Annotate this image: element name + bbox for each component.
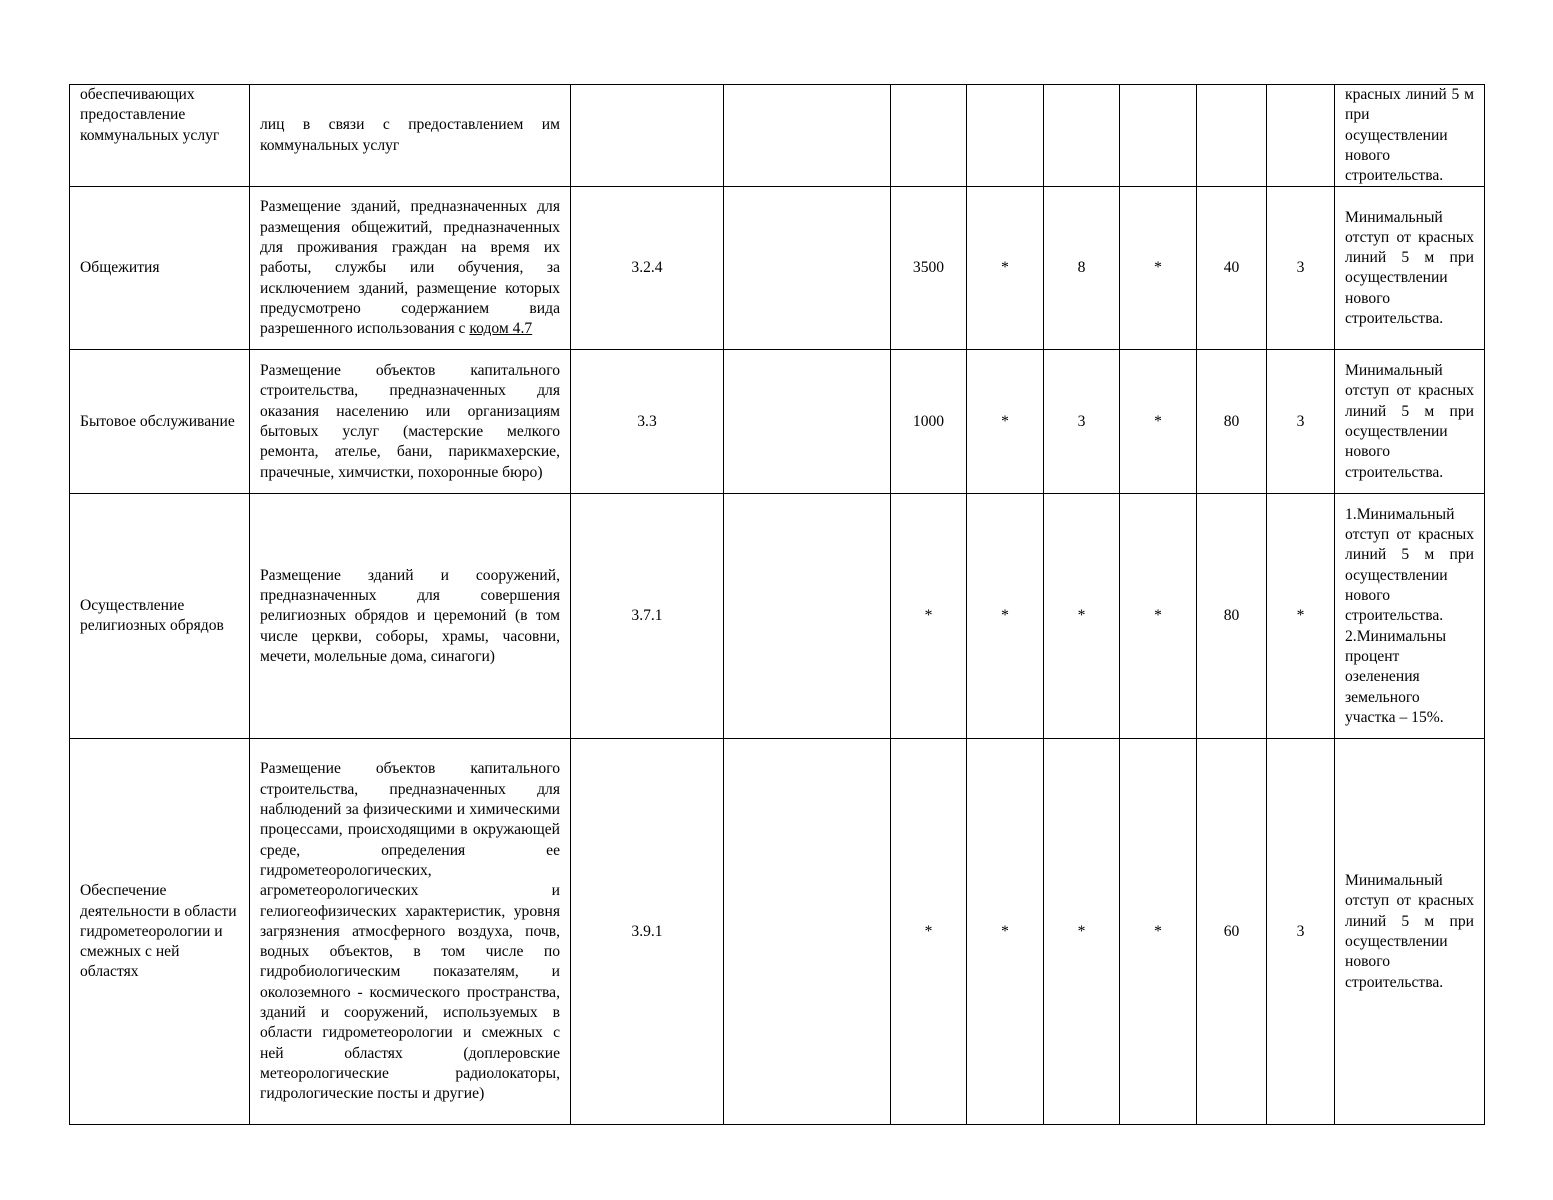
cell-col6: *	[967, 350, 1044, 494]
cell-col7	[1044, 85, 1120, 187]
cell-col7: 8	[1044, 187, 1120, 350]
cell-col4	[724, 494, 891, 739]
cell-col4	[724, 739, 891, 1125]
restrictions-note-item: 1.Минимальный отступ от красных линий 5 м при осуществлении нового строительства.	[1345, 505, 1474, 625]
restrictions-note: красных линий 5 м при осуществлении нового строительства.	[1335, 85, 1485, 187]
cell-col5	[891, 85, 967, 187]
description-text: Размещение зданий, предназначенных для размещения общежитий, предназначенных для проживания граждан на время их работы, службы или обучения, за исключением зданий, размещение которых предусмотрено содержанием вида разрешенного использования с	[260, 198, 560, 338]
cell-col9: 40	[1197, 187, 1267, 350]
cell-col7: 3	[1044, 350, 1120, 494]
land-use-description: лиц в связи с предоставлением им коммунальных услуг	[250, 85, 571, 187]
cell-col5: *	[891, 494, 967, 739]
restrictions-note: Минимальный отступ от красных линий 5 м при осуществлении нового строительства.	[1335, 739, 1485, 1125]
restrictions-note: Минимальный отступ от красных линий 5 м при осуществлении нового строительства.	[1335, 187, 1485, 350]
code-reference-link[interactable]: кодом 4.7	[469, 320, 533, 338]
cell-col8: *	[1120, 494, 1197, 739]
cell-col5: 3500	[891, 187, 967, 350]
land-use-code: 3.2.4	[571, 187, 724, 350]
land-use-code: 3.9.1	[571, 739, 724, 1125]
cell-col6	[967, 85, 1044, 187]
cell-col10: *	[1267, 494, 1335, 739]
table-row	[70, 739, 1485, 1125]
land-use-description: Размещение зданий и сооружений, предназначенных для совершения религиозных обрядов и церемоний (в том числе церкви, соборы, храмы, часовни, мечети, молельные дома, синагоги)	[250, 494, 571, 739]
cell-col4	[724, 85, 891, 187]
land-use-code	[571, 85, 724, 187]
land-use-name: Обеспечение деятельности в области гидрометеорологии и смежных с ней областях	[70, 739, 250, 1125]
land-use-name: обеспечивающих предоставление коммунальных услуг	[70, 85, 250, 187]
table-row	[70, 85, 1485, 187]
cell-col10: 3	[1267, 739, 1335, 1125]
cell-col9	[1197, 85, 1267, 187]
land-use-name: Бытовое обслуживание	[70, 350, 250, 494]
cell-col5: 1000	[891, 350, 967, 494]
cell-col9: 80	[1197, 350, 1267, 494]
cell-col9: 80	[1197, 494, 1267, 739]
table-row	[70, 187, 1485, 350]
land-use-name: Осуществление религиозных обрядов	[70, 494, 250, 739]
cell-col8: *	[1120, 350, 1197, 494]
cell-col5: *	[891, 739, 967, 1125]
land-use-name: Общежития	[70, 187, 250, 350]
cell-col6: *	[967, 187, 1044, 350]
regulations-table	[69, 84, 1485, 1125]
table-row	[70, 494, 1485, 739]
land-use-code: 3.3	[571, 350, 724, 494]
cell-col7: *	[1044, 494, 1120, 739]
table-row	[70, 350, 1485, 494]
cell-col9: 60	[1197, 739, 1267, 1125]
cell-col8: *	[1120, 187, 1197, 350]
cell-col6: *	[967, 739, 1044, 1125]
land-use-description: Размещение объектов капитального строительства, предназначенных для оказания населению или организациям бытовых услуг (мастерские мелкого ремонта, ателье, бани, парикмахерские, прачечные, химчистки, похоронные бюро)	[250, 350, 571, 494]
cell-col8: *	[1120, 739, 1197, 1125]
land-use-code: 3.7.1	[571, 494, 724, 739]
restrictions-note	[1335, 494, 1485, 739]
cell-col4	[724, 187, 891, 350]
land-use-description: Размещение объектов капитального строительства, предназначенных для наблюдений за физическими и химическими процессами, происходящими в окружающей среде, определения ее гидрометеорологических, агрометеорологических и гелиогеофизических характеристик, уровня загрязнения атмосферного воздуха, почв, водных объектов, в том числе по гидробиологическим показателям, и околоземного - космического пространства, зданий и сооружений, используемых в области гидрометеорологии и смежных с ней областях (доплеровские метеорологические радиолокаторы, гидрологические посты и другие)	[250, 739, 571, 1125]
cell-col7: *	[1044, 739, 1120, 1125]
cell-col10: 3	[1267, 187, 1335, 350]
restrictions-note-item: 2.Минимальны процент озеленения земельного участка – 15%.	[1345, 627, 1447, 726]
cell-col4	[724, 350, 891, 494]
cell-col10	[1267, 85, 1335, 187]
cell-col10: 3	[1267, 350, 1335, 494]
cell-col8	[1120, 85, 1197, 187]
cell-col6: *	[967, 494, 1044, 739]
land-use-description	[250, 187, 571, 350]
restrictions-note: Минимальный отступ от красных линий 5 м при осуществлении нового строительства.	[1335, 350, 1485, 494]
